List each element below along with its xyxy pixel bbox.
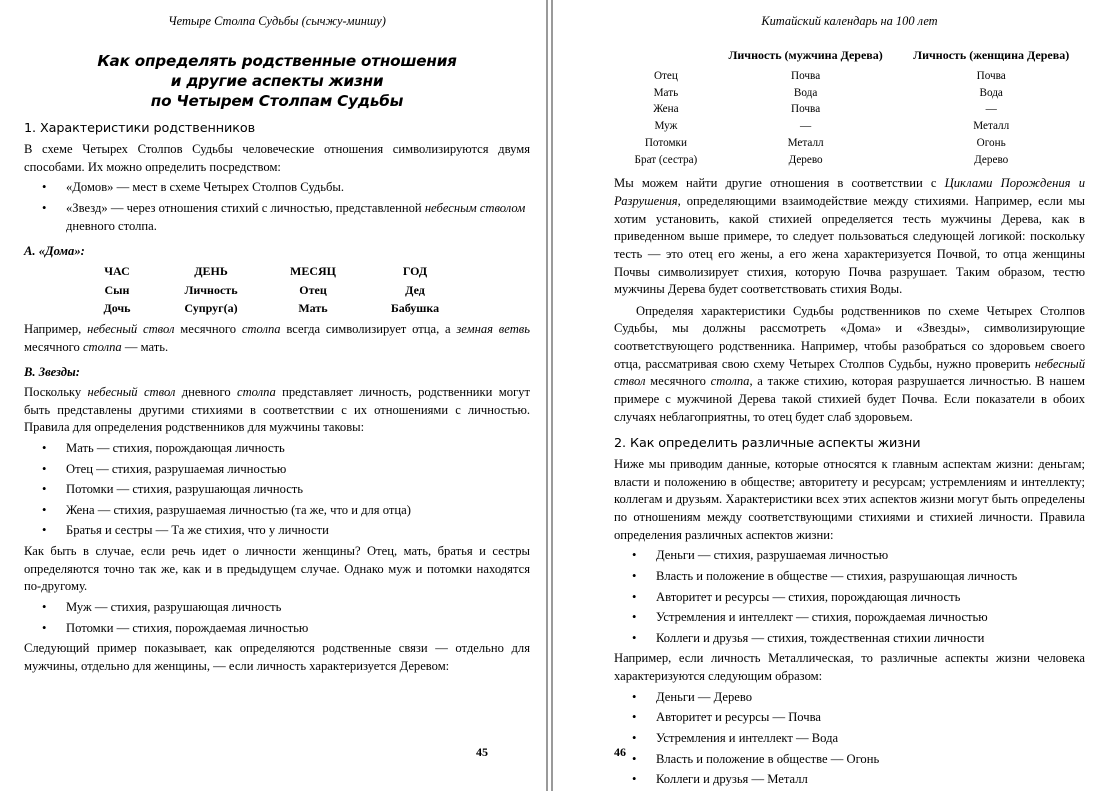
table-header-cell: ГОД <box>402 263 428 278</box>
list-item-text: «Звезд» — через отношения стихий с личностью, представленной <box>66 200 425 215</box>
list-item: • Потомки — стихия, разрушающая личность <box>42 481 530 499</box>
paragraph-stars: Поскольку небесный ствол дневного столпа представляет личность, родственники могут быть представлены другими стихиями в соответствии с их отношениями с личностью. Правила для определения родственников для мужчины таковы: <box>24 385 530 435</box>
table-header-cell <box>618 47 714 69</box>
table-cell: Дочь <box>103 301 131 316</box>
paragraph-health: Определяя характеристики Судьбы родственников по схеме Четырех Столпов Судьбы, мы должны рассмотреть «Дома» и «Звезды», символизирующие соответствующего родственника. Например, чтобы разобраться со здоровьем своего отца, рассматривая свою схему Четырех Столпов Судьбы, нужно проверить небесный ствол месячного столпа, а также стихию, которая разрушается личностью. В нашем примере с мужчиной Дерева такой стихией будет Почва. Если показатели в обоих случаях неблагоприятны, то отец будет слаб здоровьем. <box>614 303 1085 424</box>
table-cell: Брат (сестра) <box>634 153 698 166</box>
bullet-icon: • <box>42 620 47 635</box>
table-cell: Отец <box>653 69 678 82</box>
table-cell: — <box>800 120 812 133</box>
aspects-bullet-list <box>632 547 1085 647</box>
bullet-icon: • <box>632 589 637 604</box>
list-item: • Авторитет и ресурсы — Почва <box>632 709 1085 727</box>
bullet-icon: • <box>632 710 637 725</box>
list-item: • Жена — стихия, разрушаемая личностью (та же, что и для отца) <box>42 502 530 520</box>
list-item: • Власть и положение в обществе — Огонь <box>632 751 1085 769</box>
male-relatives-list <box>42 440 530 540</box>
page-edge-line <box>551 0 553 791</box>
subheading-stars: B. Звезды: <box>24 365 80 380</box>
intro-bullet-list <box>42 179 530 235</box>
bullet-icon: • <box>632 610 637 625</box>
table-cell: Сын <box>104 282 130 297</box>
running-head-left: Четыре Столпа Судьбы (сычжу-миншу) <box>168 14 386 28</box>
list-item: • Отец — стихия, разрушаемая личностью <box>42 461 530 479</box>
table-cell: Дед <box>405 282 425 297</box>
list-item: • Деньги — Дерево <box>632 689 1085 707</box>
table-row <box>618 153 1085 170</box>
table-cell: Муж <box>654 120 678 133</box>
list-item: • Мать — стихия, порождающая личность <box>42 440 530 458</box>
metal-bullet-list <box>632 689 1085 789</box>
list-item-text: «Домов» — мест в схеме Четырех Столпов Судьбы. <box>66 180 345 195</box>
list-item: • Братья и сестры — Та же стихия, что у личности <box>42 522 530 540</box>
bullet-icon: • <box>632 772 637 787</box>
list-item: • Авторитет и ресурсы — стихия, порождающая личность <box>632 589 1085 607</box>
page-edge-line <box>546 0 548 791</box>
list-item: • Устремления и интеллект — Вода <box>632 730 1085 748</box>
table-cell: Дерево <box>788 153 823 166</box>
list-item <box>42 179 530 197</box>
paragraph-houses-example: Например, небесный ствол месячного столпа всегда символизирует отца, а земная ветвь месячного столпа — мать. <box>24 322 530 354</box>
page-number-right: 46 <box>614 745 626 760</box>
bullet-icon: • <box>632 568 637 583</box>
section-heading-relatives: 1. Характеристики родственников <box>24 121 256 137</box>
bullet-icon: • <box>632 689 637 704</box>
table-cell: Супруг(а) <box>184 301 238 316</box>
bullet-icon: • <box>632 630 637 645</box>
list-item: • Муж — стихия, разрушающая личность <box>42 599 530 617</box>
table-cell: Огонь <box>976 136 1006 149</box>
table-cell: Жена <box>653 103 679 116</box>
bullet-icon: • <box>42 180 47 195</box>
table-cell: Мать <box>653 86 679 99</box>
table-row <box>618 102 1085 119</box>
paragraph-closing: Следующий пример показывает, как определяются родственные связи — отдельно для мужчины, отдельно для женщины, — если личность характеризуется Деревом: <box>24 641 530 673</box>
chapter-title-line: и другие аспекты жизни <box>170 72 384 91</box>
table-cell: Почва <box>976 69 1006 82</box>
table-cell: Дерево <box>974 153 1009 166</box>
bullet-icon: • <box>42 523 47 538</box>
table-cell: Металл <box>973 120 1010 133</box>
table-cell: Вода <box>793 86 818 99</box>
bullet-icon: • <box>632 730 637 745</box>
list-item: • Коллеги и друзья — Металл <box>632 771 1085 789</box>
table-cell: Почва <box>791 103 821 116</box>
paragraph-cycles: Мы можем найти другие отношения в соответствии с Циклами Порождения и Разрушения, определяющими взаимодействие между стихиями. Например, если мы хотим установить, какой стихией определяется тесть мужчины Дерева, как в приведенном выше примере, то следует пользоваться следующей логикой: поскольку тесть — это отец его жены, а его жена характеризуется Почвой, то отца женщины Почвы символизирует стихия, которую Почва разрушает. Таким образом, тестю мужчины Дерева будет соответствовать стихия Воды. <box>614 176 1085 297</box>
table-header-cell: ДЕНЬ <box>194 263 228 278</box>
table-row <box>618 136 1085 153</box>
list-item: • Деньги — стихия, разрушаемая личностью <box>632 547 1085 565</box>
table-header-cell: Личность (женщина Дерева) <box>913 48 1070 62</box>
list-item: • Потомки — стихия, порождаемая личностью <box>42 620 530 638</box>
page-gutter <box>542 0 557 791</box>
table-row <box>88 282 480 301</box>
chapter-title-line: Как определять родственные отношения <box>97 52 457 70</box>
bullet-icon: • <box>42 482 47 497</box>
table-cell: Вода <box>979 86 1003 99</box>
table-cell: Отец <box>299 282 327 297</box>
table-cell: Мать <box>298 301 328 316</box>
table-cell: Металл <box>787 136 824 149</box>
bullet-icon: • <box>42 599 47 614</box>
right-page <box>557 0 1105 791</box>
list-item <box>42 200 530 235</box>
table-cell: Почва <box>791 69 821 82</box>
list-item: • Устремления и интеллект — стихия, порождаемая личностью <box>632 609 1085 627</box>
left-page <box>0 0 542 791</box>
table-row <box>618 119 1085 136</box>
bullet-icon: • <box>42 200 47 215</box>
table-cell: Личность <box>184 282 238 297</box>
bullet-icon: • <box>632 548 637 563</box>
section-heading-aspects: 2. Как определить различные аспекты жизни <box>614 436 921 452</box>
bullet-icon: • <box>632 751 637 766</box>
female-relatives-list <box>42 599 530 637</box>
relations-table <box>618 47 1085 169</box>
bullet-icon: • <box>42 502 47 517</box>
paragraph-aspects: Ниже мы приводим данные, которые относятся к главным аспектам жизни: деньгам; власти и положению в обществе; авторитету и ресурсам; устремлениям и интеллекту; коллегам и друзьям. Характеристики всех этих аспектов жизни могут быть определены по отношениям между соответствующими стихиями и стихией личности. Правила определения различных аспектов жизни: <box>614 457 1085 542</box>
table-row <box>618 69 1085 86</box>
paragraph-intro: В схеме Четырех Столпов Судьбы человеческие отношения символизируются двумя способами. Их можно определить посредством: <box>24 142 530 174</box>
table-header-row <box>88 263 480 282</box>
paragraph-metal-example: Например, если личность Металлическая, то различные аспекты жизни человека характеризуются следующим образом: <box>614 651 1085 684</box>
houses-table <box>88 263 480 319</box>
table-cell: Бабушка <box>390 301 440 316</box>
table-row <box>88 300 480 319</box>
table-header-cell: Личность (мужчина Дерева) <box>728 48 883 62</box>
table-row <box>618 86 1085 103</box>
list-item: • Коллеги и друзья — стихия, тождественная стихии личности <box>632 630 1085 648</box>
table-header-row <box>618 47 1085 69</box>
table-header-cell: МЕСЯЦ <box>290 263 336 278</box>
bullet-icon: • <box>42 461 47 476</box>
chapter-title-line: по Четырем Столпам Судьбы <box>150 92 404 111</box>
table-cell: — <box>985 103 997 116</box>
list-item-emphasis: небесным стволом <box>424 200 526 215</box>
page-number-left: 45 <box>476 745 488 760</box>
table-cell: Потомки <box>644 136 687 149</box>
table-header-cell: ЧАС <box>104 263 130 278</box>
subheading-houses: A. «Дома»: <box>24 244 85 259</box>
running-head-right: Китайский календарь на 100 лет <box>761 14 938 28</box>
chapter-title <box>24 51 530 111</box>
list-item: • Власть и положение в обществе — стихия, разрушающая личность <box>632 568 1085 586</box>
list-item-text: дневного столпа. <box>66 218 157 233</box>
paragraph-female: Как быть в случае, если речь идет о личности женщины? Отец, мать, братья и сестры определяются точно так же, как и в предыдущем случае. Однако муж и потомки находятся по-другому. <box>24 544 530 594</box>
bullet-icon: • <box>42 440 47 455</box>
